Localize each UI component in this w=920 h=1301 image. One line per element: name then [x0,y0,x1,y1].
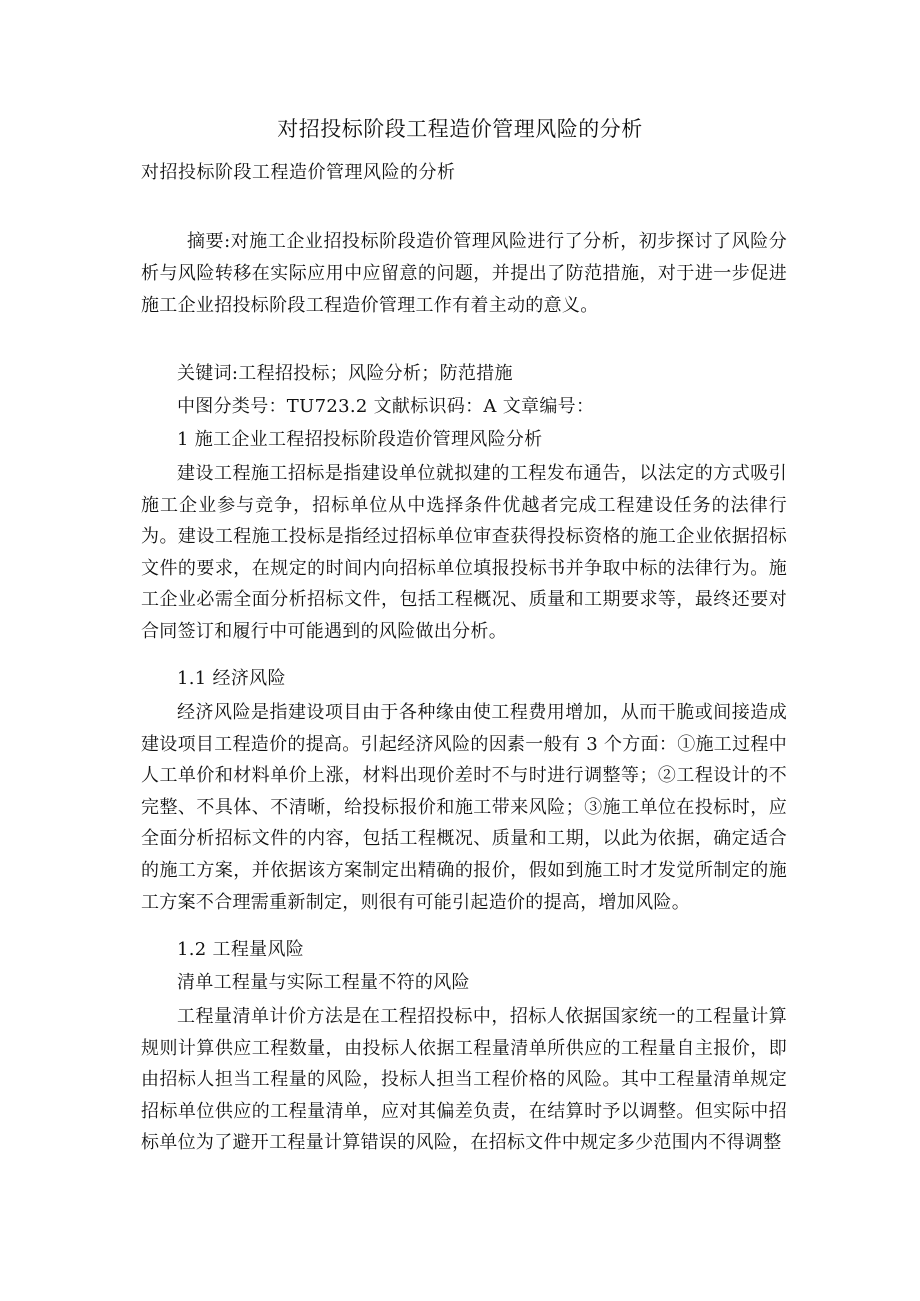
document-title: 对招投标阶段工程造价管理风险的分析 [277,117,643,141]
section-1-1-paragraph: 经济风险是指建设项目由于各种缘由使工程费用增加，从而干脆或间接造成建设项目工程造价的提高。引起经济风险的因素一般有 3 个方面：①施工过程中人工单价和材料单价上涨，材料出现价差时不与时进行调整等；②工程设计的不完整、不具体、不清晰，给投标报价和施工带来风险；③施工单位在投标时，应全面分析招标文件的内容，包括工程概况、质量和工期，以此为依据，确定适合的施工方案，并依据该方案制定出精确的报价，假如到施工时才发觉所制定的施工方案不合理需重新制定，则很有可能引起造价的提高，增加风险。 [141,702,787,913]
section-1-paragraph: 建设工程施工招标是指建设单位就拟建的工程发布通告，以法定的方式吸引施工企业参与竞争，招标单位从中选择条件优越者完成工程建设任务的法律行为。建设工程施工投标是指经过招标单位审查获得投标资格的施工企业依据招标文件的要求，在规定的时间内向招标单位填报投标书并争取中标的法律行为。施工企业必需全面分析招标文件，包括工程概况、质量和工期要求等，最终还要对合同签订和履行中可能遇到的风险做出分析。 [141,463,787,642]
section-1-1-heading: 1.1 经济风险 [177,668,286,689]
document-subtitle: 对招投标阶段工程造价管理风险的分析 [141,162,456,183]
section-1-2-heading: 1.2 工程量风险 [177,939,305,960]
abstract-paragraph: 摘要:对施工企业招投标阶段造价管理风险进行了分析，初步探讨了风险分析与风险转移在实际应用中应留意的问题，并提出了防范措施，对于进一步促进施工企业招投标阶段工程造价管理工作有着主动的意义。 [141,231,787,316]
keywords-line: 关键词:工程招投标；风险分析；防范措施 [177,363,513,384]
section-1-2-paragraph: 工程量清单计价方法是在工程招投标中，招标人依据国家统一的工程量计算规则计算供应工程数量，由投标人依据工程量清单所供应的工程量自主报价，即由招标人担当工程量的风险，投标人担当工程价格的风险。其中工程量清单规定招标单位供应的工程量清单，应对其偏差负责，在结算时予以调整。但实际中招标单位为了避开工程量计算错误的风险，在招标文件中规定多少范围内不得调整 [141,1006,787,1154]
section-1-heading: 1 施工企业工程招投标阶段造价管理风险分析 [177,429,543,450]
section-1-2-subheading: 清单工程量与实际工程量不符的风险 [177,972,470,993]
classification-line: 中图分类号：TU723.2 文献标识码：A 文章编号： [177,396,595,417]
